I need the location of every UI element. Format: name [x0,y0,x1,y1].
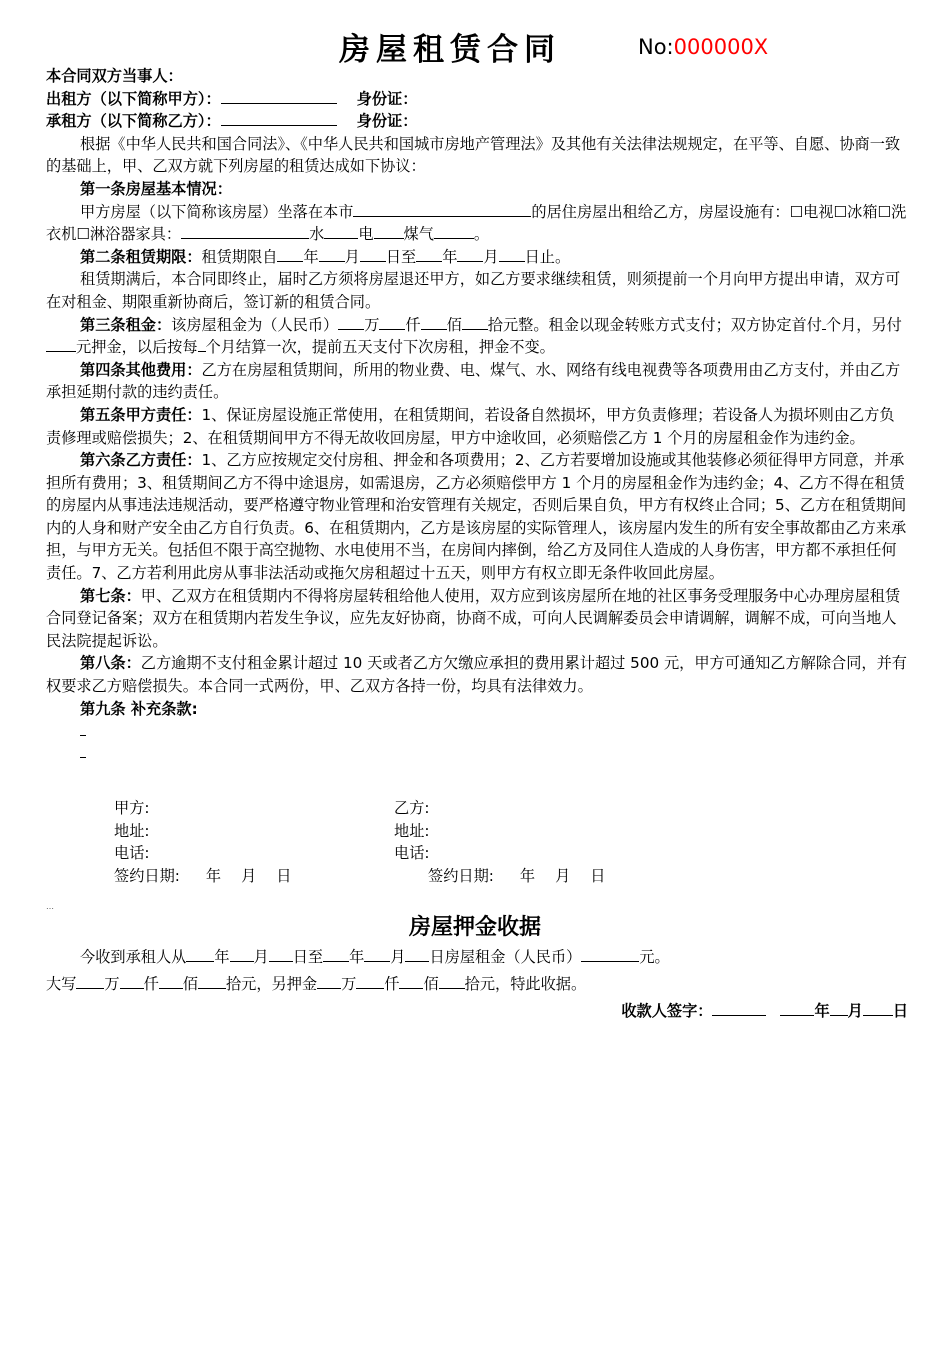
party-a-address-label: 地址: [114,821,150,840]
lessor-name-blank [221,88,337,104]
art2-heading: 第二条租赁期限： [80,247,202,266]
party-a-phone-label: 电话: [114,844,150,863]
receipt-line-1: 今收到承租人从 年 月 日至 年 月 日房屋租金（人民币） 元。 [80,948,670,966]
art7-text: 第七条：甲、乙双方在租赁期内不得将房屋转租给他人使用，双方应到该房屋所在地的社区事务受理服务中心办理房屋租赁合同登记备案；双方在租赁期内若发生争议，应先友好协商，协商不成，可向人民调解委员会申请调解，调解不成，可向当地人民法院提起诉讼。 [46,586,901,650]
party-b-phone-label: 电话: [394,844,430,863]
art3-text: 第三条租金：该房屋租金为（人民币） 万 仟 佰 拾元整。租金以现金转账方式支付；双方协定首付 个月，另付元押金，以后按每 个月结算一次，提前五天支付下次房租，押金不变。 [46,314,908,359]
art8-heading: 第八条： [80,654,141,673]
document-title: 房屋租赁合同 [339,32,561,68]
art4-heading: 第四条其他费用： [80,360,202,379]
art3-heading: 第三条租金： [80,315,172,334]
art5-text: 第五条甲方责任：1、保证房屋设施正常使用，在租赁期间，若设备自然损坏，甲方负责修理；若设备人为损坏则由乙方负责修理或赔偿损失；2、在租赁期间甲方不得无故收回房屋，甲方中途收回，必须赔偿乙方 1 个月的房屋租金作为违约金。 [46,405,895,447]
art2-text: 第二条租赁期限：租赁期限自 年 月 日至 年 月 日止。 [80,247,571,266]
document-number-label: No: [638,35,674,59]
lessee-label: 承租方（以下简称乙方）： [46,112,221,131]
payee-sign-label: 收款人签字： [621,1002,713,1020]
party-b-address-label: 地址: [394,821,430,840]
receipt-line-2: 大写 万 仟 佰 拾元，另押金 万 仟 佰 拾元，特此收据。 [46,975,587,993]
signature-block [114,797,605,887]
party-b-label: 乙方: [394,799,430,817]
lessor-id-label: 身份证： [356,89,418,108]
supplementary-line-2 [80,742,908,764]
art6-text: 第六条乙方责任：1、乙方应按规定交付房租、押金和各项费用；2、乙方若要增加设施或其他装修必须征得甲方同意，并承担所有费用；3、租赁期间乙方不得中途退房，如需退房，乙方必须赔偿甲方 1 个月的房屋租金作为违约金；4、乙方不得在租赁的房屋内从事违法违规活动，要严格遵守物业管理和治安管理有关规定，否则后果自负，甲方有权终止合同；5、乙方在租赁期间内的人身和财产安全由乙方自行负责。6、在租赁期内，乙方是该房屋的实际管理人，该房屋内发生的所有安全事故都由乙方来承担，与甲方无关。包括但不限于高空抛物、水电使用不当，在房间内摔倒，给乙方及同住人造成的人身伤害，甲方都不承担任何责任。7、乙方若利用此房从事非法活动或拖欠房租超过十五天，则甲方有权立即无条件收回此房屋。 [46,451,907,583]
art4-text: 第四条其他费用：乙方在房屋租赁期间，所用的物业费、电、煤气、水、网络有线电视费等各项费用由乙方支付，并由乙方承担延期付款的违约责任。 [46,360,901,402]
parties-intro: 本合同双方当事人： [46,67,183,85]
supplementary-line-1 [80,720,908,742]
party-a-sign-date: 签约日期: 年 月 日 [114,866,292,885]
lessee-line [46,110,908,133]
art1-text: 甲方房屋（以下简称该房屋）坐落在本市 的居住房屋出租给乙方，房屋设施有：☐电视☐冰箱☐洗衣机☐淋浴器家具： 水 电 煤气 。 [46,202,907,244]
document-number [638,35,768,59]
lessee-name-blank [221,110,337,126]
party-a-label: 甲方: [114,799,150,817]
receipt-signature-line: 收款人签字： 年 月 日 [621,1002,908,1020]
receipt-title: 房屋押金收据 [408,915,541,940]
lessee-id-label: 身份证： [356,112,418,131]
art8-text: 第八条：乙方逾期不支付租金累计超过 10 天或者乙方欠缴应承担的费用累计超过 500 元，甲方可通知乙方解除合同，并有权要求乙方赔偿损失。本合同一式两份，甲、乙双方各持一份，均具有法律效力。 [46,654,907,696]
art7-heading: 第七条： [80,586,141,605]
preamble: 根据《中华人民共和国合同法》、《中华人民共和国城市房地产管理法》及其他有关法律法规规定，在平等、自愿、协商一致的基础上，甲、乙双方就下列房屋的租赁达成如下协议： [46,134,901,176]
lessor-line [46,88,908,111]
separator-mark: … [46,902,54,911]
art6-heading: 第六条乙方责任： [80,451,202,470]
art9-heading: 第九条 补充条款: [80,699,198,718]
art1-heading: 第一条房屋基本情况： [80,179,232,198]
art5-heading: 第五条甲方责任： [80,405,202,424]
lessor-label: 出租方（以下简称甲方）： [46,89,221,108]
art2-renewal: 租赁期满后，本合同即终止，届时乙方须将房屋退还甲方，如乙方要求继续租赁，则须提前一个月向甲方提出申请，双方可在对租金、期限重新协商后，签订新的租赁合同。 [46,270,901,311]
party-b-sign-date: 签约日期: 年 月 日 [428,866,606,885]
document-number-value: 000000X [673,35,769,59]
contract-body [46,65,908,764]
receipt-body [46,944,908,1025]
